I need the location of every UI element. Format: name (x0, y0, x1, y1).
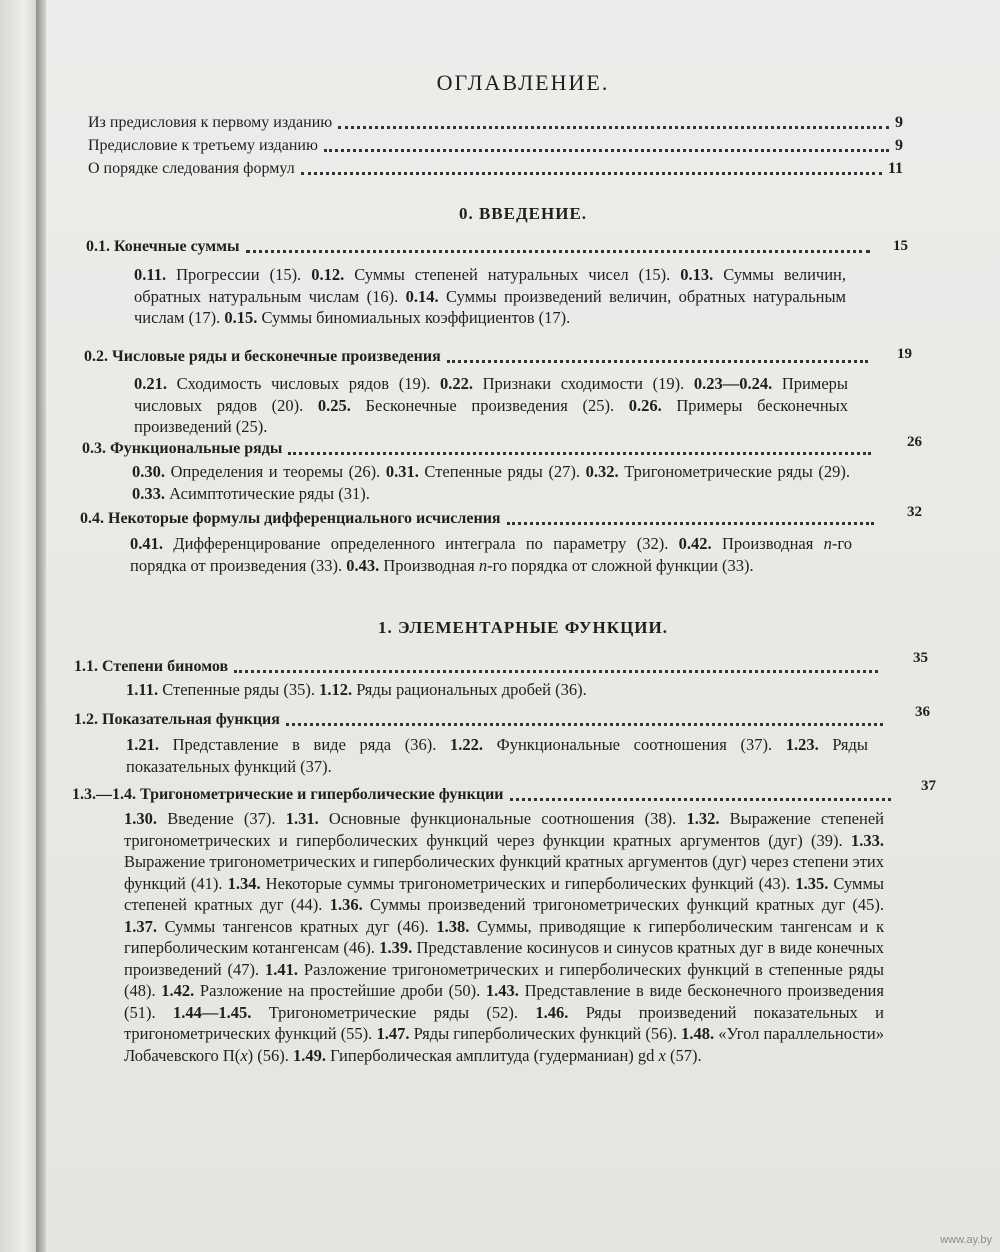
chapter-1-heading: 1. ЭЛЕМЕНТАРНЫЕ ФУНКЦИИ. (378, 618, 668, 637)
dot-leader (447, 360, 868, 363)
section-label: 1.2. Показательная функция (74, 711, 280, 728)
dot-leader (338, 126, 889, 129)
section-page-number: 37 (921, 778, 936, 794)
section-label: 1.1. Степени биномов (74, 658, 229, 675)
dot-leader (286, 723, 883, 726)
dot-leader (510, 798, 891, 801)
toc-entry-label: О порядке следования формул (88, 160, 295, 177)
section-1-3-contents: 1.30. Введение (37). 1.31. Основные функциональные соотношения (38). 1.32. Выражение степеней тригонометрических и гиперболических функций через функции кратных аргументов (дуг) (39). 1.33. Выражение тригонометрических и гиперболических функций кратных аргументов (дуг) через степени этих функций (41). 1.34. Некоторые суммы тригонометрических и гиперболических функций (43). 1.35. Суммы степеней кратных дуг (44). 1.36. Суммы произведений тригонометрических функций кратных дуг (45). 1.37. Суммы тангенсов кратных дуг (46). 1.38. Суммы, приводящие к гиперболическим тангенсам и к гиперболическим котангенсам (46). 1.39. Представление косинусов и синусов кратных дуг в виде конечных произведений (47). 1.41. Разложение тригонометрических и гиперболических функций в степенные ряды (48). 1.42. Разложение на простейшие дроби (50). 1.43. Представление в виде бесконечного произведения (51). 1.44—1.45. Тригонометрические ряды (52). 1.46. Ряды произведений показательных и тригонометрических функций (55). 1.47. Ряды гиперболических функций (56). 1.48. «Угол параллельности» Лобачевского Π(x) (56). 1.49. Гиперболическая амплитуда (гудерманиан) gd x (57). (124, 809, 885, 1065)
dot-leader (234, 670, 878, 673)
toc-entry-label: Из предисловия к первому изданию (88, 114, 333, 131)
toc-section-0-3 (82, 440, 877, 458)
toc-entry-page: 9 (895, 137, 903, 154)
toc-section-0-1 (86, 238, 876, 256)
section-page-number: 19 (897, 346, 912, 362)
section-label: 0.2. Числовые ряды и бесконечные произведения (84, 348, 441, 365)
chapter-0-heading: 0. ВВЕДЕНИЕ. (458, 204, 588, 223)
dot-leader (246, 250, 870, 253)
section-page-number: 32 (907, 504, 922, 520)
dot-leader (301, 172, 882, 175)
toc-section-1-1 (74, 658, 884, 676)
section-0-1-contents: 0.11. Прогрессии (15). 0.12. Суммы степеней натуральных чисел (15). 0.13. Суммы величин, обратных натуральным числам (16). 0.14. Суммы произведений величин, обратных натуральным числам (17). 0.15. Суммы биномиальных коэффициентов (17). (134, 265, 846, 327)
section-label: 1.3.—1.4. Тригонометрические и гиперболические функции (72, 786, 504, 803)
section-label: 0.4. Некоторые формулы дифференциального исчисления (80, 510, 501, 527)
book-page (46, 0, 1000, 1252)
section-0-3-contents: 0.30. Определения и теоремы (26). 0.31. Степенные ряды (27). 0.32. Тригонометрические ряды (29). 0.33. Асимптотические ряды (31). (132, 462, 850, 503)
toc-section-1-2 (74, 711, 889, 729)
toc-entry-page: 9 (895, 114, 903, 131)
toc-entry-page: 11 (887, 160, 903, 177)
toc-section-0-4 (80, 510, 880, 528)
section-page-number: 26 (907, 434, 922, 450)
toc-entry-preface-third (88, 137, 903, 155)
dot-leader (288, 452, 871, 455)
toc-entry-formula-order (88, 160, 903, 178)
toc-section-1-3-1-4 (72, 786, 897, 804)
section-0-4-contents: 0.41. Дифференцирование определенного интеграла по параметру (32). 0.42. Производная n-го порядка от произведения (33). 0.43. Производная n-го порядка от сложной функции (33). (130, 534, 852, 575)
toc-section-0-2 (84, 348, 874, 366)
section-page-number: 36 (915, 704, 930, 720)
page-title: ОГЛАВЛЕНИЕ. (436, 70, 610, 95)
watermark: www.ay.by (940, 1234, 992, 1246)
toc-entry-preface-first (88, 114, 903, 132)
section-page-number: 15 (893, 238, 908, 254)
section-0-2-contents: 0.21. Сходимость числовых рядов (19). 0.22. Признаки сходимости (19). 0.23—0.24. Примеры числовых рядов (20). 0.25. Бесконечные произведения (25). 0.26. Примеры бесконечных произведений (25). (134, 374, 848, 436)
dot-leader (324, 149, 889, 152)
section-page-number: 35 (913, 650, 928, 666)
dot-leader (507, 522, 874, 525)
section-label: 0.1. Конечные суммы (86, 238, 240, 255)
toc-entry-label: Предисловие к третьему изданию (88, 137, 318, 154)
section-label: 0.3. Функциональные ряды (82, 440, 283, 457)
facing-page-edge (0, 0, 40, 1252)
section-1-1-contents: 1.11. Степенные ряды (35). 1.12. Ряды рациональных дробей (36). (126, 680, 587, 699)
section-1-2-contents: 1.21. Представление в виде ряда (36). 1.22. Функциональные соотношения (37). 1.23. Ряды показательных функций (37). (126, 735, 868, 776)
